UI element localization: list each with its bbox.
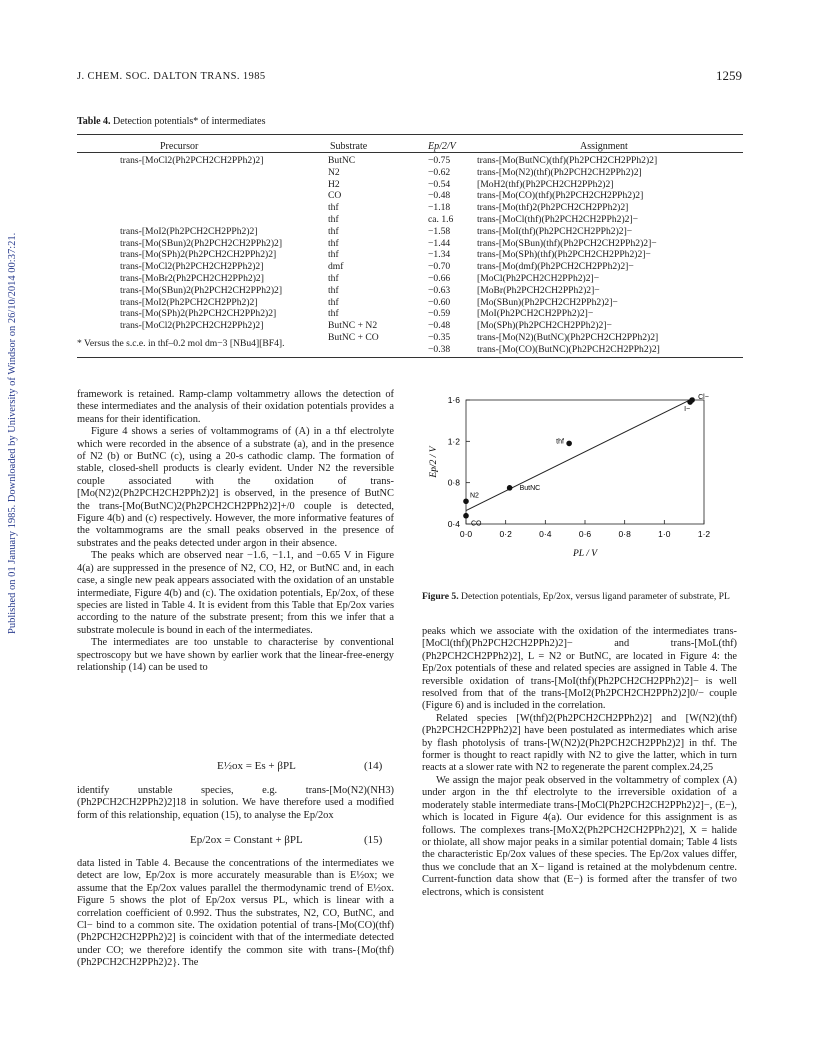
data-point: [507, 485, 513, 491]
precursor-cell: trans-[Mo(SPh)2(Ph2PCH2CH2PPh2)2]: [120, 249, 277, 261]
assignment-cell: trans-[Mo(ButNC)(thf)(Ph2PCH2CH2PPh2)2]: [477, 155, 658, 166]
potential-cell: −0.63: [428, 284, 451, 296]
assignment-cell: trans-[Mo(SBun)(thf)(Ph2PCH2CH2PPh2)2]−: [477, 237, 657, 249]
paragraph: The peaks which are observed near −1.6, −1.1, and −0.65 V in Figure 4(a) are suppressed in the presence of N2, CO, H2, or ButNC and, in each case, a single new peak appears associated with the oxidation of an unstable intermediate, Figure 4(b) and (c). The oxidation potentials, Ep/2ox, of these species are listed in Table 4. It is evident from this Table that Ep/2ox varies according to the nature of the substrate present; from this we infer that a substrate molecule is bound in each of the intermediates.: [77, 550, 394, 636]
data-point: [463, 513, 469, 519]
paragraph: peaks which we associate with the oxidation of the intermediates trans-[MoCl(thf)(Ph2PCH2CH2PPh2)2]− and trans-[MoL(thf)(Ph2PCH2CH2PPh2)2], L = N2 or ButNC, are located in Figure 4: the Ep/2ox potentials of these and related species are assigned in Table 4. The reversible oxidation of trans-[MoI(thf)(Ph2PCH2CH2PPh2)2]− is well resolved from that of the trans-[MoI2(Ph2PCH2CH2PPh2)2]0/− couple (Figure 6) and is included in the correlation.: [422, 626, 737, 712]
data-point: [463, 498, 469, 504]
precursor-cell: trans-[MoCl2(Ph2PCH2CH2PPh2)2]: [120, 261, 264, 273]
potential-cell: −1.44: [428, 237, 451, 249]
substrate-column: [328, 155, 379, 344]
precursor-cell: trans-[MoBr2(Ph2PCH2CH2PPh2)2]: [120, 272, 264, 284]
assignment-cell: trans-[Mo(dmf)(Ph2PCH2CH2PPh2)2]−: [477, 261, 634, 273]
assignment-cell: [Mo(SPh)(Ph2PCH2CH2PPh2)2]−: [477, 320, 612, 332]
precursor-cell: trans-[MoI2(Ph2PCH2CH2PPh2)2]: [120, 225, 258, 237]
assignment-cell: trans-[Mo(thf)2(Ph2PCH2CH2PPh2)2]: [477, 202, 629, 214]
equation-14-number: (14): [364, 760, 383, 772]
x-tick-label: 0·2: [499, 529, 512, 539]
page-number: 1259: [716, 68, 742, 83]
figure-caption-text: Detection potentials, Ep/2ox, versus ligand parameter of substrate, PL: [461, 591, 730, 602]
point-label: N2: [470, 492, 479, 500]
precursor-cell: trans-[MoCl2(Ph2PCH2CH2PPh2)2]: [120, 320, 264, 332]
assignment-cell: [MoI(Ph2PCH2CH2PPh2)2]−: [477, 308, 594, 320]
col-header-precursor: Precursor: [160, 141, 199, 152]
fit-line: [466, 398, 694, 511]
substrate-cell: thf: [328, 284, 339, 296]
precursor-cell: [120, 202, 282, 214]
substrate-cell: thf: [328, 225, 339, 237]
substrate-cell: thf: [328, 202, 339, 214]
data-point: [566, 441, 572, 447]
assignment-cell: trans-[MoCl(thf)(Ph2PCH2CH2PPh2)2]−: [477, 213, 639, 225]
data-point: [689, 397, 695, 403]
precursor-cell: trans-[Mo(SBun)2(Ph2PCH2CH2PPh2)2]: [120, 237, 283, 249]
precursor-cell: trans-[MoI2(Ph2PCH2CH2PPh2)2]: [120, 296, 258, 308]
x-tick-label: 0·4: [539, 529, 552, 539]
precursor-cell: trans-[Mo(SBun)2(Ph2PCH2CH2PPh2)2]: [120, 284, 283, 296]
potential-cell: −0.48: [428, 320, 451, 332]
y-tick-label: 0·8: [447, 477, 460, 488]
substrate-cell: CO: [328, 190, 342, 202]
table-header-rule: [77, 152, 743, 153]
x-tick-label: 1·2: [697, 529, 711, 539]
left-column-text-2: [77, 785, 394, 822]
equation-15-number: (15): [364, 834, 383, 846]
assignment-cell: [Mo(SBun)(Ph2PCH2CH2PPh2)2]−: [477, 296, 618, 308]
potential-cell: −0.75: [428, 155, 451, 166]
paragraph: The intermediates are too unstable to characterise by conventional spectroscopy but we have shown by earlier work that the linear-free-energy relationship (14) can be used to: [77, 637, 394, 673]
paragraph: Figure 4 shows a series of voltammograms of (A) in a thf electrolyte which were recorded in the absence of a substrate (a), and in the presence of N2 (b) or ButNC (c), using a 20-s cathodic clamp. The formation of stable, closed-shell products is clearly evident. Under N2 the reversible couple associated with the oxidation of trans-[Mo(N2)2(Ph2PCH2CH2PPh2)2] is observed, in the presence of ButNC the trans-[Mo(ButNC)2(Ph2PCH2CH2PPh2)2]+/0 couple is detected, Figure 4(b) and (c) respectively. However, the more informative features of the voltammograms are the small peaks observed in the presence of substrates and the peaks detected under argon in their absence.: [77, 426, 394, 549]
table-caption: [77, 116, 265, 127]
precursor-column: [120, 155, 282, 344]
substrate-cell: dmf: [328, 261, 344, 273]
assignment-cell: trans-[Mo(N2)(ButNC)(Ph2PCH2CH2PPh2)2]: [477, 331, 659, 343]
equation-15: Ep/2ox = Constant + βPL: [190, 834, 303, 846]
figure-5-chart: [422, 384, 722, 570]
potential-cell: −1.34: [428, 249, 451, 261]
paragraph: We assign the major peak observed in the voltammetry of complex (A) under argon in the thf electrolyte to the irreversible oxidation of a moderately stable intermediate trans-[MoCl(Ph2PCH2CH2PPh2)2]−, (E−), which is located in Figure 4(a). Our evidence for this assignment is as follows. The complexes trans-[MoX2(Ph2PCH2CH2PPh2)2], X = halide or thiolate, all show major peaks in a similar potential domain; Table 4 lists the characteristic Ep/2ox values of these species. The Ep/2ox values differ, thus we conclude that an X− ligand is retained at the molybdenum centre. Current-function data show that (E−) is formed after the transfer of two electrons, which is consistent: [422, 774, 737, 898]
potential-cell: −0.60: [428, 296, 451, 308]
x-tick-label: 1·0: [658, 529, 671, 539]
point-label: I−: [684, 406, 691, 414]
equation-14: E½ox = Es + βPL: [217, 760, 296, 772]
substrate-cell: thf: [328, 249, 339, 261]
download-notice: Published on 01 January 1985. Downloaded by University of Windsor on 26/10/2014 00:37:21.: [7, 232, 18, 634]
assignment-cell: trans-[MoI(thf)(Ph2PCH2CH2PPh2)2]−: [477, 225, 633, 237]
plot-frame: [466, 400, 704, 524]
substrate-cell: ButNC + N2: [328, 320, 378, 332]
potential-cell: −1.58: [428, 225, 451, 237]
left-column-text-3: [77, 858, 394, 970]
substrate-cell: N2: [328, 166, 340, 178]
col-header-potential: Ep/2/V: [428, 141, 456, 152]
assignment-column: [477, 155, 660, 356]
assignment-cell: trans-[Mo(CO)(ButNC)(Ph2PCH2CH2PPh2)2]: [477, 343, 660, 355]
substrate-cell: ButNC + CO: [328, 331, 379, 343]
table-title: Detection potentials* of intermediates: [113, 116, 266, 127]
precursor-cell: [120, 214, 282, 226]
precursor-cell: [120, 167, 282, 179]
figure-label: Figure 5.: [422, 591, 459, 602]
potential-cell: −0.66: [428, 272, 451, 284]
potential-cell: −0.38: [428, 343, 451, 355]
x-tick-label: 0·0: [459, 529, 473, 539]
paragraph: data listed in Table 4. Because the concentrations of the intermediates we detect are low, Ep/2ox is more accurately measurable than is E½ox; we assume that the Ep/2ox values parallel the thermodynamic trend of E½ox. Figure 5 shows the plot of Ep/2ox versus PL, which is linear with a correlation coefficient of 0.992. Thus the substrates, N2, CO, ButNC, and Cl− bind to a common site. The oxidation potential of trans-[Mo(CO)(thf)(Ph2PCH2CH2PPh2)2] is coincident with that of the intermediate detected under CO; we therefore identify the common site with trans-{Mo(thf)(Ph2PCH2CH2PPh2)2}. The: [77, 858, 394, 969]
assignment-cell: [MoH2(thf)(Ph2PCH2CH2PPh2)2]: [477, 178, 614, 190]
figure-caption: [422, 591, 736, 603]
col-header-assignment: Assignment: [580, 141, 628, 152]
substrate-cell: H2: [328, 178, 340, 190]
potential-cell: −0.35: [428, 331, 451, 343]
running-head: J. CHEM. SOC. DALTON TRANS. 1985: [77, 71, 266, 82]
precursor-cell: [120, 179, 282, 191]
right-column-text: [422, 626, 737, 899]
col-header-substrate: Substrate: [330, 141, 368, 152]
substrate-cell: thf: [328, 213, 339, 225]
paragraph: identify unstable species, e.g. trans-[Mo(N2)(NH3)(Ph2PCH2CH2PPh2)2]18 in solution. We have therefore used a modified form of this relationship, equation (15), to analyse the Ep/2ox: [77, 785, 394, 821]
potential-cell: −0.70: [428, 261, 451, 273]
table-label: Table 4.: [77, 116, 111, 127]
y-tick-label: 1·6: [447, 395, 460, 405]
substrate-cell: thf: [328, 296, 339, 308]
point-label: CO: [471, 520, 482, 528]
paragraph: framework is retained. Ramp-clamp voltammetry allows the detection of these intermediates and the analysis of their oxidation potentials provides a means for their identification.: [77, 389, 394, 425]
potential-column: [428, 155, 453, 356]
paragraph: Related species [W(thf)2(Ph2PCH2CH2PPh2)2] and [W(N2)(thf)(Ph2PCH2CH2PPh2)2] have been postulated as intermediates which arise by flash photolysis of trans-[W(N2)2(Ph2PCH2CH2PPh2)2] in thf. The former is thought to react rapidly with N2 to give the latter, which in turn reacts at a slower rate with N2 to regenerate the parent complex.24,25: [422, 712, 737, 774]
assignment-cell: trans-[Mo(CO)(thf)(Ph2PCH2CH2PPh2)2]: [477, 190, 644, 202]
left-column-text: [77, 389, 394, 674]
potential-cell: −0.62: [428, 166, 451, 178]
precursor-cell: trans-[Mo(SPh)2(Ph2PCH2CH2PPh2)2]: [120, 308, 277, 320]
substrate-cell: thf: [328, 308, 339, 320]
potential-cell: −0.54: [428, 178, 451, 190]
point-label: ButNC: [519, 484, 541, 492]
y-tick-label: 1·2: [447, 436, 460, 447]
potential-cell: ca. 1.6: [428, 213, 454, 225]
x-axis-label: PL / V: [572, 549, 598, 559]
y-tick-label: 0·4: [447, 519, 460, 529]
potential-cell: −1.18: [428, 202, 451, 214]
assignment-cell: [MoBr(Ph2PCH2CH2PPh2)2]−: [477, 284, 600, 296]
assignment-cell: [MoCl(Ph2PCH2CH2PPh2)2]−: [477, 272, 600, 284]
precursor-cell: trans-[MoCl2(Ph2PCH2CH2PPh2)2]: [120, 155, 264, 166]
table-bottom-rule: [77, 357, 743, 358]
substrate-cell: ButNC: [328, 155, 356, 166]
table-footnote: * Versus the s.c.e. in thf–0.2 mol dm−3 [NBu4][BF4].: [77, 338, 285, 349]
assignment-cell: trans-[Mo(SPh)(thf)(Ph2PCH2CH2PPh2)2]−: [477, 249, 651, 261]
point-label: Cl−: [698, 394, 709, 401]
substrate-cell: thf: [328, 272, 339, 284]
x-tick-label: 0·8: [618, 529, 631, 539]
point-label: thf: [556, 438, 564, 446]
y-axis-label: Ep/2 / V: [429, 446, 439, 478]
potential-cell: −0.59: [428, 308, 451, 320]
x-tick-label: 0·6: [578, 529, 592, 539]
potential-cell: −0.48: [428, 190, 451, 202]
substrate-cell: thf: [328, 237, 339, 249]
assignment-cell: trans-[Mo(N2)(thf)(Ph2PCH2CH2PPh2)2]: [477, 166, 642, 178]
table-top-rule: [77, 134, 743, 135]
precursor-cell: [120, 190, 282, 202]
